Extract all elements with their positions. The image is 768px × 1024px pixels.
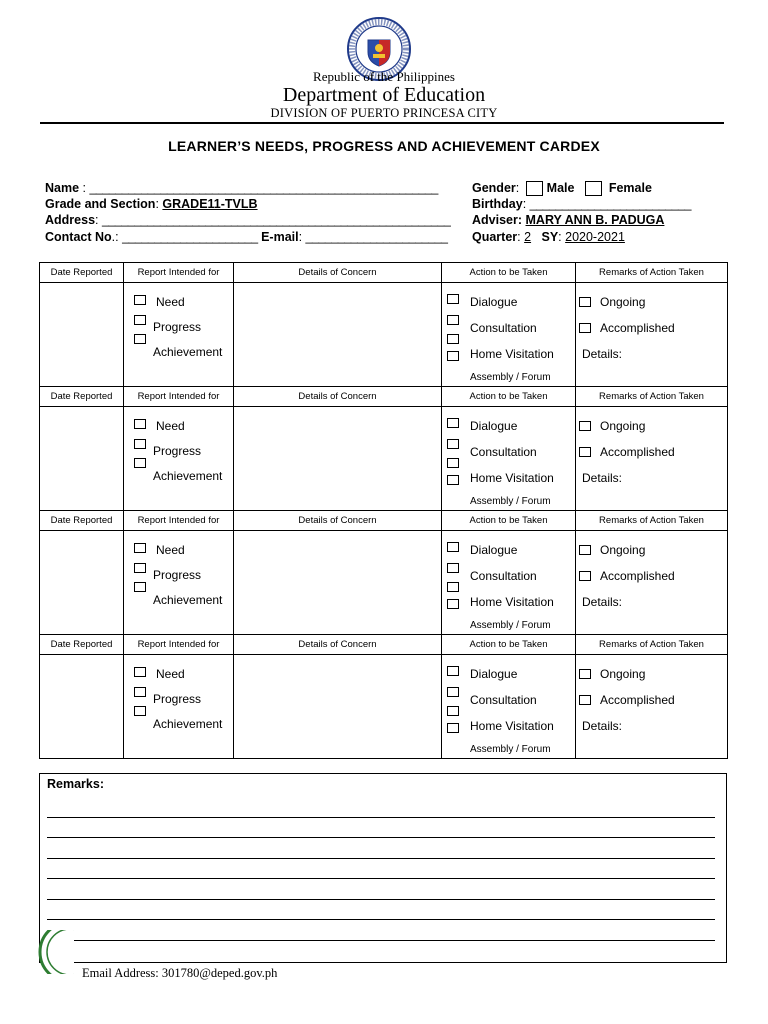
remarks-line[interactable] [47,878,715,879]
address-field[interactable]: ______________________________________________________ [101,213,451,227]
remark-option-label: Ongoing [600,419,646,433]
intended-option-label: Progress [153,568,202,582]
intended-option-label: Need [156,667,185,681]
remark-option-label: Ongoing [600,543,646,557]
action-option-label: Dialogue [470,667,518,681]
column-header: Details of Concern [234,635,442,655]
action-option-label: Consultation [470,693,537,707]
accomplished-checkbox[interactable] [579,447,591,457]
intended-option-label: Need [156,543,185,557]
action-option-label: Home Visitation [470,595,554,609]
form-title: LEARNER’S NEEDS, PROGRESS AND ACHIEVEMENT CARDEX [168,138,600,154]
action-cell [442,655,576,759]
remarks-line[interactable] [47,919,715,920]
action-option-label: Consultation [470,569,537,583]
action-cell [442,283,576,387]
birthday-field[interactable]: _________________________ [529,197,691,211]
remarks-line[interactable] [47,940,715,941]
grade-value[interactable]: GRADE11-TVLB [162,197,258,211]
action-cell [442,407,576,511]
remarks-action-cell [576,655,728,759]
contact-field[interactable]: _____________________ [122,230,258,244]
intended-checkbox[interactable] [134,582,146,592]
action-option-label: Assembly / Forum [470,372,551,383]
email-field[interactable]: ______________________ [305,230,448,244]
female-checkbox[interactable] [585,181,602,196]
action-option-label: Home Visitation [470,347,554,361]
remark-option-label: Ongoing [600,667,646,681]
action-option-label: Assembly / Forum [470,620,551,631]
column-header: Remarks of Action Taken [576,263,728,283]
footer-seal-icon [18,930,74,974]
action-checkbox[interactable] [447,351,459,361]
intended-option-label: Achievement [153,469,223,483]
gender-label: Gender [472,181,516,195]
date-reported-cell[interactable] [40,283,124,387]
intended-checkbox[interactable] [134,706,146,716]
table-row [40,655,728,759]
intended-checkbox[interactable] [134,295,146,305]
action-option-label: Consultation [470,321,537,335]
column-header: Date Reported [40,387,124,407]
remark-option-label: Accomplished [600,693,675,707]
action-cell [442,531,576,635]
adviser-label: Adviser: [472,213,523,227]
intended-option-label: Progress [153,320,202,334]
table-header-row [40,263,728,283]
report-intended-cell [124,655,234,759]
gender-row: Gender: Male Female [472,181,652,195]
date-reported-cell[interactable] [40,407,124,511]
column-header: Report Intended for [124,263,234,283]
remarks-box [39,773,727,963]
accomplished-checkbox[interactable] [579,323,591,333]
intended-option-label: Achievement [153,717,223,731]
column-header: Date Reported [40,635,124,655]
quarter-label: Quarter [472,230,518,244]
table-row [40,407,728,511]
action-option-label: Home Visitation [470,719,554,733]
remark-option-label: Accomplished [600,321,675,335]
division-text: DIVISION OF PUERTO PRINCESA CITY [270,106,498,120]
action-checkbox[interactable] [447,458,459,468]
action-checkbox[interactable] [447,542,459,552]
column-header: Action to be Taken [442,511,576,531]
ongoing-checkbox[interactable] [579,545,591,555]
name-row: Name : ______________________________________________________ [45,181,438,195]
action-option-label: Dialogue [470,543,518,557]
table-row [40,531,728,635]
birthday-row: Birthday: _________________________ [472,197,691,211]
report-intended-cell [124,531,234,635]
column-header: Remarks of Action Taken [576,387,728,407]
action-checkbox[interactable] [447,687,459,697]
action-checkbox[interactable] [447,418,459,428]
intended-checkbox[interactable] [134,543,146,553]
action-option-label: Dialogue [470,295,518,309]
remarks-line[interactable] [47,817,715,818]
intended-option-label: Need [156,295,185,309]
column-header: Report Intended for [124,511,234,531]
quarter-row: Quarter: 2 SY: 2020-2021 [472,230,625,244]
column-header: Date Reported [40,511,124,531]
intended-checkbox[interactable] [134,667,146,677]
intended-checkbox[interactable] [134,563,146,573]
ongoing-checkbox[interactable] [579,297,591,307]
date-reported-cell[interactable] [40,655,124,759]
action-checkbox[interactable] [447,475,459,485]
accomplished-checkbox[interactable] [579,571,591,581]
date-reported-cell[interactable] [40,531,124,635]
action-option-label: Assembly / Forum [470,496,551,507]
action-checkbox[interactable] [447,294,459,304]
report-intended-cell [124,283,234,387]
remarks-line[interactable] [47,899,715,900]
action-option-label: Home Visitation [470,471,554,485]
remarks-action-cell [576,531,728,635]
ongoing-checkbox[interactable] [579,669,591,679]
remarks-action-cell [576,283,728,387]
column-header: Remarks of Action Taken [576,511,728,531]
remark-option-label: Accomplished [600,445,675,459]
report-intended-cell [124,407,234,511]
remarks-label: Remarks: [47,777,104,791]
action-checkbox[interactable] [447,334,459,344]
remarks-line[interactable] [47,837,715,838]
details-of-concern-cell[interactable] [234,407,442,511]
column-header: Action to be Taken [442,387,576,407]
column-header: Action to be Taken [442,263,576,283]
email-label: E-mail [261,230,299,244]
table-header-row [40,635,728,655]
details-of-concern-cell[interactable] [234,655,442,759]
column-header: Details of Concern [234,263,442,283]
remark-option-label: Accomplished [600,569,675,583]
sy-label: SY [541,230,559,244]
cardex-table [39,262,728,759]
action-checkbox[interactable] [447,315,459,325]
remark-option-label: Details: [582,595,623,609]
action-checkbox[interactable] [447,706,459,716]
accomplished-checkbox[interactable] [579,695,591,705]
intended-checkbox[interactable] [134,458,146,468]
intended-option-label: Achievement [153,345,223,359]
column-header: Action to be Taken [442,635,576,655]
intended-option-label: Progress [153,692,202,706]
adviser-value[interactable]: MARY ANN B. PADUGA [525,213,665,227]
male-label: Male [546,181,575,195]
action-option-label: Consultation [470,445,537,459]
action-option-label: Dialogue [470,419,518,433]
remarks-line[interactable] [47,858,715,859]
footer-email: Email Address: 301780@deped.gov.ph [82,966,278,980]
intended-option-label: Progress [153,444,202,458]
ongoing-checkbox[interactable] [579,421,591,431]
intended-checkbox[interactable] [134,439,146,449]
action-checkbox[interactable] [447,439,459,449]
header-divider [40,122,724,124]
intended-checkbox[interactable] [134,419,146,429]
sy-value[interactable]: 2020-2021 [565,230,625,244]
intended-checkbox[interactable] [134,334,146,344]
details-of-concern-cell[interactable] [234,283,442,387]
quarter-value[interactable]: 2 [524,230,532,244]
column-header: Details of Concern [234,387,442,407]
department-title: Department of Education [282,84,486,106]
grade-label: Grade and Section [45,197,156,211]
action-checkbox[interactable] [447,582,459,592]
action-checkbox[interactable] [447,563,459,573]
intended-checkbox[interactable] [134,315,146,325]
action-option-label: Assembly / Forum [470,744,551,755]
address-label: Address [45,213,96,227]
remarks-action-cell [576,407,728,511]
column-header: Report Intended for [124,387,234,407]
remark-option-label: Ongoing [600,295,646,309]
name-label: Name [45,181,80,195]
table-header-row [40,387,728,407]
action-checkbox[interactable] [447,599,459,609]
table-header-row [40,511,728,531]
remark-option-label: Details: [582,471,623,485]
column-header: Remarks of Action Taken [576,635,728,655]
republic-text: Republic of the Philippines [313,69,455,84]
female-label: Female [608,181,652,195]
grade-row: Grade and Section: GRADE11-TVLB [45,197,258,211]
column-header: Date Reported [40,263,124,283]
column-header: Report Intended for [124,635,234,655]
contact-label: Contact No [45,230,112,244]
adviser-row [472,213,664,227]
intended-option-label: Need [156,419,185,433]
details-of-concern-cell[interactable] [234,531,442,635]
birthday-label: Birthday [472,197,523,211]
remark-option-label: Details: [582,719,623,733]
column-header: Details of Concern [234,511,442,531]
intended-checkbox[interactable] [134,687,146,697]
address-row: Address: ______________________________________________________ [45,213,451,227]
table-row [40,283,728,387]
remark-option-label: Details: [582,347,623,361]
intended-option-label: Achievement [153,593,223,607]
contact-row: Contact No.: _____________________ E-mail: ______________________ [45,230,448,244]
action-checkbox[interactable] [447,666,459,676]
name-field[interactable]: ______________________________________________________ [89,181,438,195]
male-checkbox[interactable] [526,181,543,196]
action-checkbox[interactable] [447,723,459,733]
